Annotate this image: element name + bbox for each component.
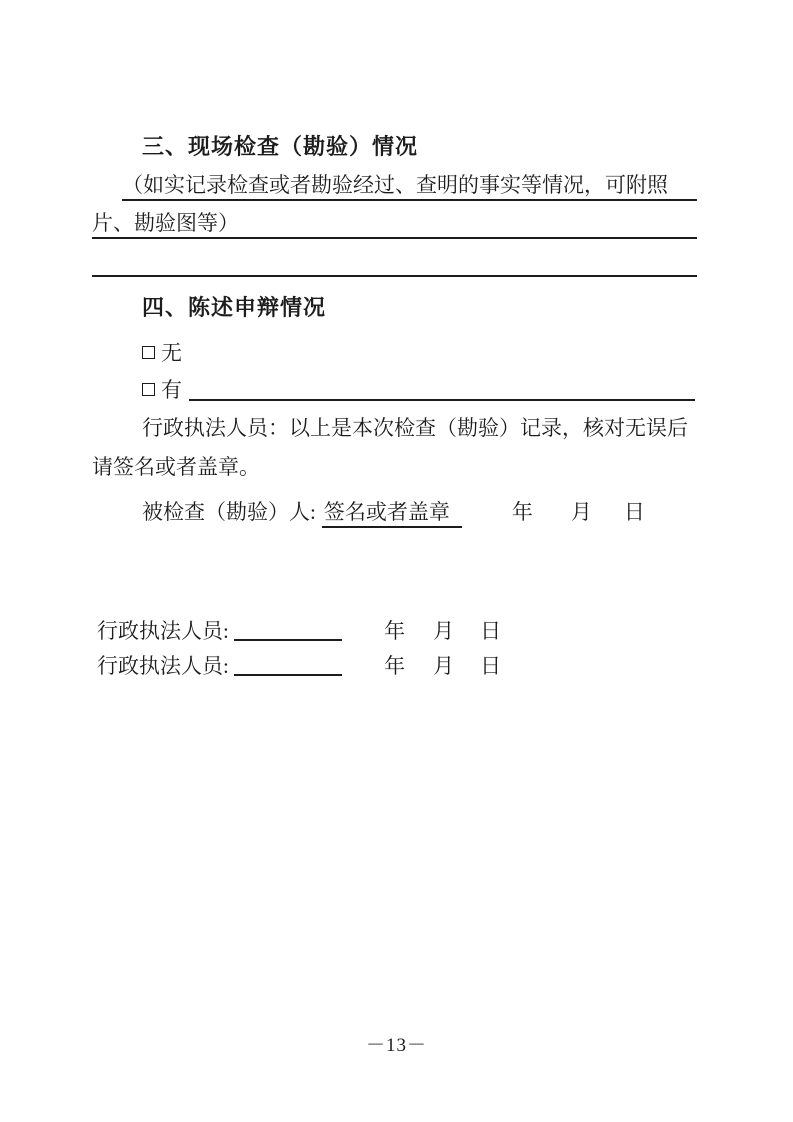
inspection-notes-line-1: （如实记录检查或者勘验经过、查明的事实等情况，可附照: [122, 171, 697, 201]
inspected-date-year-label: 年: [511, 500, 533, 524]
officer-label: 行政执法人员:: [97, 654, 229, 678]
inspection-notes-blank-line[interactable]: [92, 247, 697, 277]
officer-date-month-label: 月: [433, 619, 455, 643]
checkbox-none-unchecked-icon[interactable]: [142, 346, 155, 359]
page-number: －13－: [365, 1035, 427, 1056]
officer-date-year-label: 年: [384, 619, 406, 643]
officer-signature-row: [97, 615, 501, 645]
officer-label: 行政执法人员:: [97, 619, 229, 643]
inspection-notes-line-2: 片、勘验图等）: [92, 209, 697, 239]
officer-signature-blank[interactable]: [234, 655, 342, 676]
option-has-label: 有: [161, 378, 182, 402]
inspected-person-signature-field[interactable]: 签名或者盖章: [322, 500, 462, 528]
statement-option-none: [142, 337, 182, 367]
inspected-person-row: [142, 496, 645, 526]
officer-date-day-label: 日: [480, 619, 502, 643]
section-three-heading: 三、现场检查（勘验）情况: [142, 134, 419, 159]
officer-signature-blank[interactable]: [234, 620, 342, 641]
section-four-heading: 四、陈述申辩情况: [142, 295, 327, 320]
officer-date-year-label: 年: [384, 654, 406, 678]
inspected-person-label: 被检查（勘验）人:: [142, 500, 316, 524]
officer-date-month-label: 月: [433, 654, 455, 678]
option-none-label: 无: [161, 341, 182, 365]
statement-option-has: [142, 374, 182, 404]
officer-confirmation-line-1: 行政执法人员：以上是本次检查（勘验）记录，核对无误后: [142, 416, 688, 440]
statement-has-blank-line[interactable]: [189, 371, 695, 401]
inspected-date-day-label: 日: [623, 500, 645, 524]
officer-date-day-label: 日: [480, 654, 502, 678]
officer-confirmation-line-2: 请签名或者盖章。: [92, 455, 260, 479]
checkbox-has-unchecked-icon[interactable]: [142, 383, 155, 396]
officer-signature-row: [97, 650, 501, 680]
inspected-date-month-label: 月: [570, 500, 592, 524]
